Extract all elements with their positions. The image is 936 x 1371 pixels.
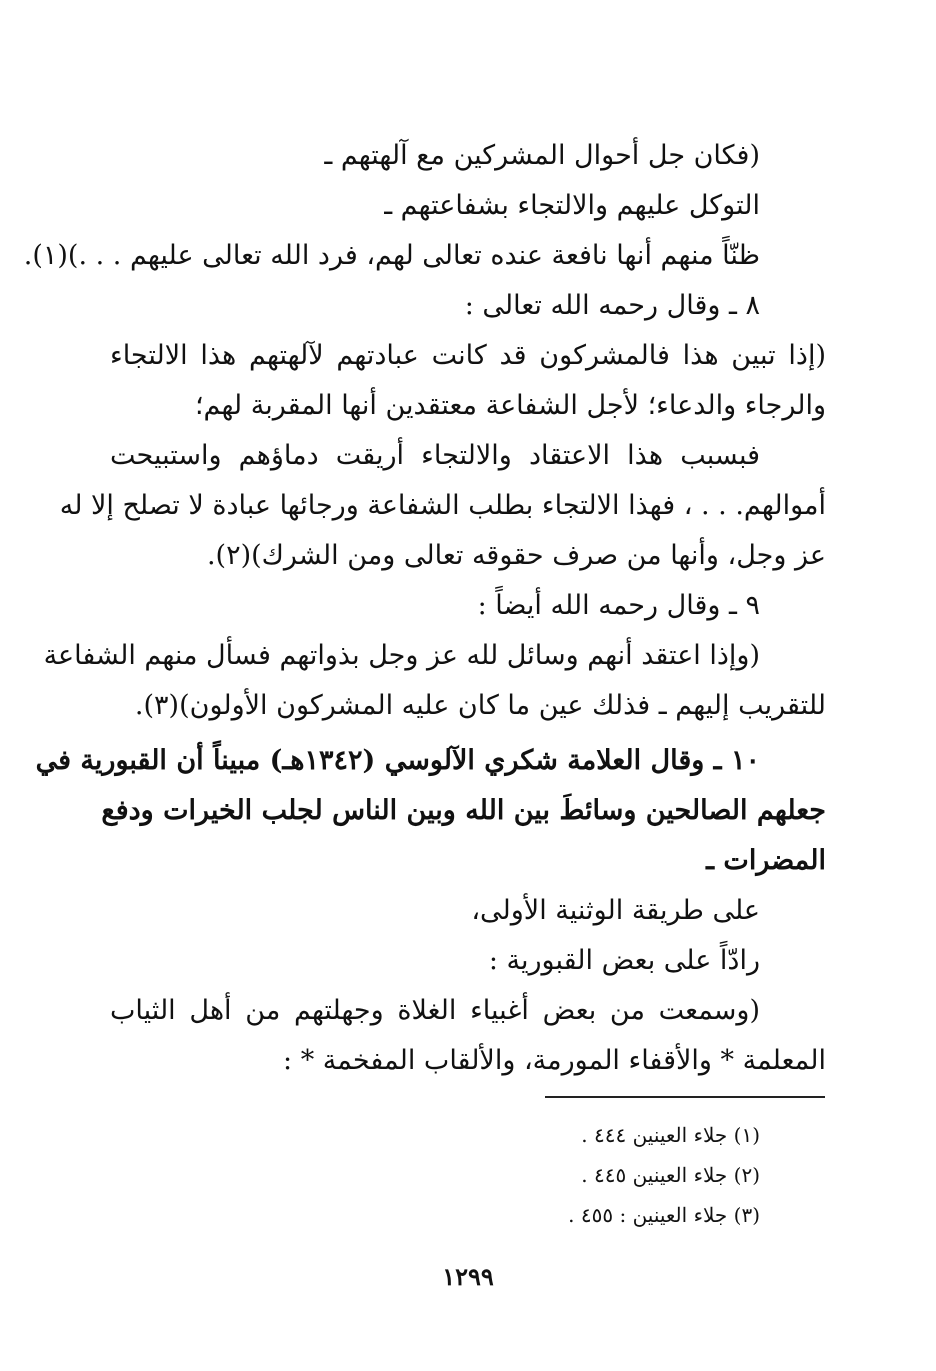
text-line: أموالهم. . . ، فهذا الالتجاء بطلب الشفاعة ورجائها عبادة لا تصلح إلا له <box>59 490 826 521</box>
text-line: جعلهم الصالحين وسائطَ بين الله وبين الناس لجلب الخيرات ودفع <box>101 795 826 826</box>
footnote: (١) جلاء العينين ٤٤٤ . <box>581 1123 760 1147</box>
footnote: (٢) جلاء العينين ٤٤٥ . <box>581 1163 760 1187</box>
text-line: (فكان جل أحوال المشركين مع آلهتهم ـ <box>324 140 760 171</box>
page-number: ١٢٩٩ <box>442 1262 494 1291</box>
text-line: والرجاء والدعاء؛ لأجل الشفاعة معتقدين أنها المقربة لهم؛ <box>194 390 826 421</box>
text-line: (وسمعت من بعض أغبياء الغلاة وجهلتهم من أهل الثياب <box>110 995 760 1026</box>
text-line: التوكل عليهم والالتجاء بشفاعتهم ـ <box>384 190 760 221</box>
text-line: (إذا تبين هذا فالمشركون قد كانت عبادتهم لآلهتهم هذا الالتجاء <box>110 340 826 371</box>
text-line: ظنّاً منهم أنها نافعة عنده تعالى لهم، فرد الله تعالى عليهم . . .)(١). <box>23 240 760 271</box>
text-line: (وإذا اعتقد أنهم وسائل لله عز وجل بذواتهم فسأل منهم الشفاعة <box>43 640 760 671</box>
text-line: عز وجل، وأنها من صرف حقوقه تعالى ومن الشرك)(٢). <box>206 540 826 571</box>
text-line: للتقريب إليهم ـ فذلك عين ما كان عليه المشركون الأولون)(٣). <box>134 690 826 721</box>
text-line: فبسبب هذا الاعتقاد والالتجاء أريقت دماؤهم واستبيحت <box>110 440 760 471</box>
text-line: على طريقة الوثنية الأولى، <box>471 895 760 926</box>
footnote-divider <box>545 1096 825 1098</box>
text-line: ١٠ ـ وقال العلامة شكري الآلوسي (١٣٤٢هـ) مبيناً أن القبورية في <box>35 745 760 776</box>
text-line: المضرات ـ <box>706 845 826 876</box>
text-line: ٩ ـ وقال رحمه الله أيضاً : <box>477 590 760 621</box>
footnote: (٣) جلاء العينين : ٤٥٥ . <box>568 1203 760 1227</box>
text-line: رادّاً على بعض القبورية : <box>488 945 760 976</box>
text-line: ٨ ـ وقال رحمه الله تعالى : <box>464 290 760 321</box>
text-line: المعلمة * والأقفاء المورمة، والألقاب المفخمة * : <box>283 1045 826 1076</box>
